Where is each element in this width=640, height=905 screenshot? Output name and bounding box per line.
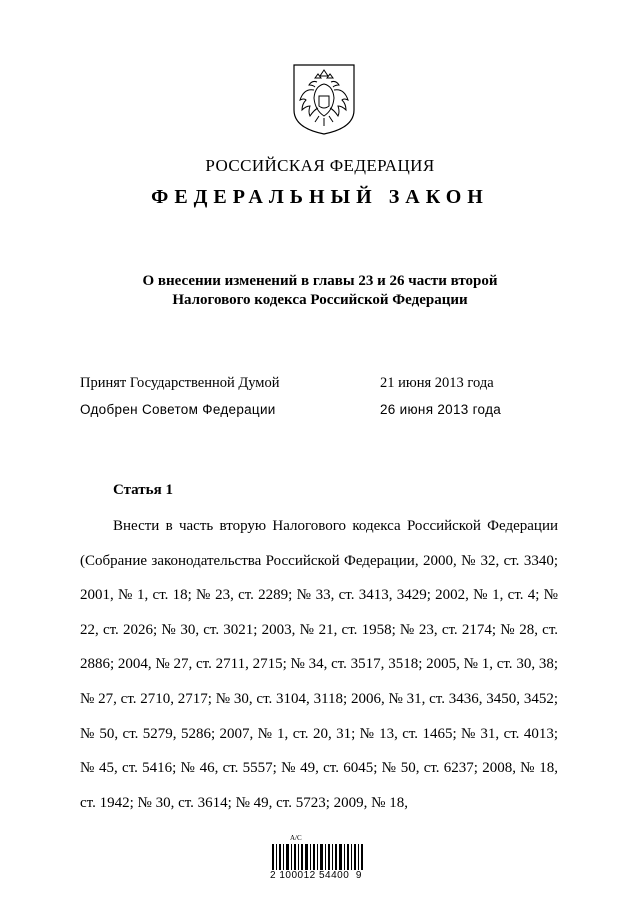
barcode-number: 2 100012 54400 9 bbox=[270, 870, 362, 881]
country-heading: РОССИЙСКАЯ ФЕДЕРАЦИЯ bbox=[205, 156, 435, 175]
coat-of-arms-emblem bbox=[291, 62, 357, 136]
law-title-line-1: О внесении изменений в главы 23 и 26 части второй bbox=[142, 273, 498, 289]
law-title-line-2: Налогового кодекса Российской Федерации bbox=[172, 292, 468, 308]
adopted-label: Принят Государственной Думой bbox=[80, 375, 280, 391]
barcode-mark: А/С bbox=[290, 834, 302, 842]
approved-date: 26 июня 2013 года bbox=[380, 402, 502, 417]
document-type-heading: ФЕДЕРАЛЬНЫЙ ЗАКОН bbox=[151, 186, 489, 208]
law-title bbox=[0, 272, 640, 310]
article-paragraph: Внести в часть вторую Налогового кодекса Российской Федерации (Собрание законодательства Российской Федерации, 2000, № 32, ст. 3340; 2001, № 1, ст. 18; № 23, ст. 2289; № 33, ст. 3413, 3429; 2002, № 1, ст. 4; № 22, ст. 2026; № 30, ст. 3021; 2003, № 21, ст. 1958; № 23, ст. 2174; № 28, ст. 2886; 2004, № 27, ст. 2711, 2715; № 34, ст. 3517, 3518; 2005, № 1, ст. 30, 38; № 27, ст. 2710, 2717; № 30, ст. 3104, 3118; 2006, № 31, ст. 3436, 3450, 3452; № 50, ст. 5279, 5286; 2007, № 1, ст. 20, 31; № 13, ст. 1465; № 31, ст. 4013; № 45, ст. 5416; № 46, ст. 5557; № 49, ст. 6045; № 50, ст. 6237; 2008, № 18, ст. 1942; № 30, ст. 3614; № 49, ст. 5723; 2009, № 18, bbox=[80, 518, 558, 811]
adopted-date: 21 июня 2013 года bbox=[380, 375, 494, 391]
article-heading: Статья 1 bbox=[113, 482, 173, 498]
approved-label: Одобрен Советом Федерации bbox=[80, 402, 276, 417]
